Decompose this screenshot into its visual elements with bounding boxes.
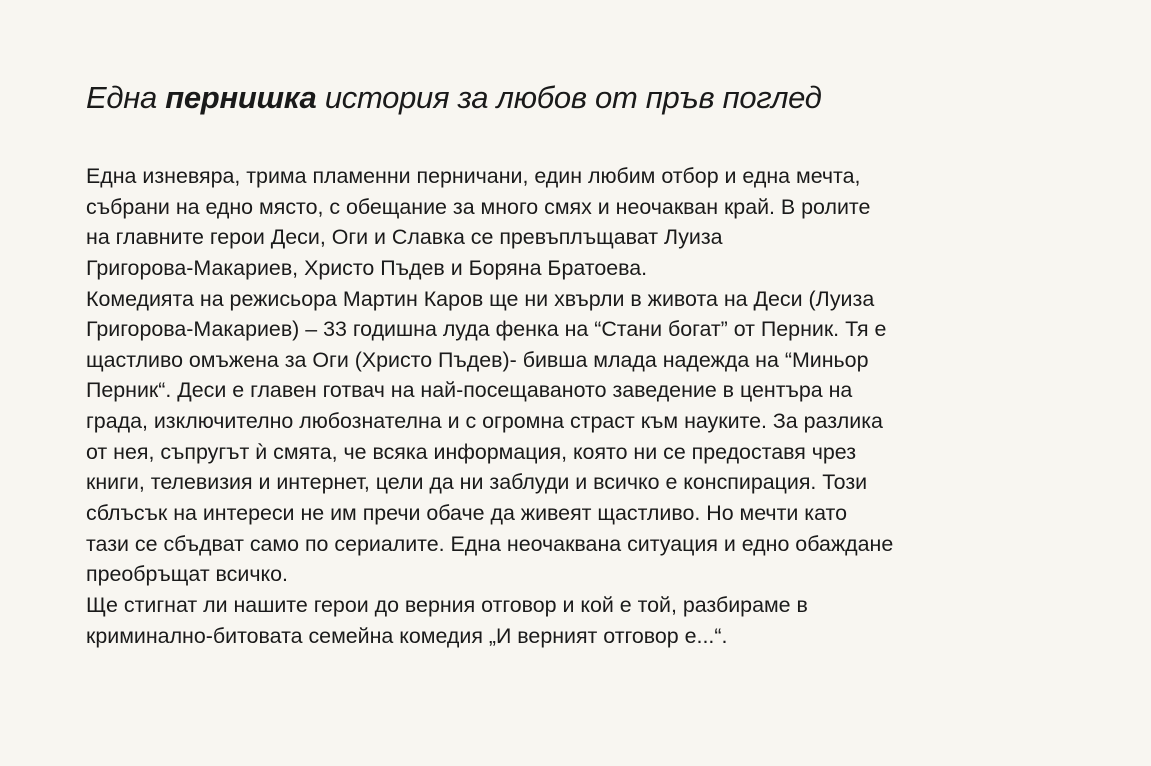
body-line: Григорова-Макариев, Христо Пъдев и Боряна Братоева. [86, 255, 648, 280]
body-line: Григорова-Макариев) – 33 годишна луда фенка на “Стани богат” от Перник. Тя е [86, 317, 887, 342]
body-line: щастливо омъжена за Оги (Христо Пъдев)- бивша млада надежда на “Миньор [86, 347, 869, 372]
body-line: Перник“. Деси е главен готвач на най-посещаваното заведение в центъра на [86, 378, 853, 403]
title-part-1: Една [86, 80, 166, 115]
body-line: от нея, съпругът ѝ смята, че всяка информация, която ни се предоставя чрез [86, 439, 857, 464]
body-line: книги, телевизия и интернет, цели да ни заблуди и всичко е конспирация. Този [86, 470, 868, 495]
document-body [86, 161, 1086, 651]
title-bold-word: пернишка [165, 80, 317, 115]
body-line: Комедията на режисьора Мартин Каров ще ни хвърли в живота на Деси (Луиза [86, 286, 875, 311]
body-line: на главните герои Деси, Оги и Славка се превъплъщават Луиза [86, 225, 723, 250]
body-line: града, изключително любознателна и с огромна страст към науките. За разлика [86, 409, 883, 434]
body-line: сблъсък на интереси не им пречи обаче да живеят щастливо. Но мечти като [86, 501, 847, 526]
document-title [86, 80, 822, 116]
body-line: Една изневяра, трима пламенни перничани, един любим отбор и една мечта, [86, 164, 861, 188]
body-line: Ще стигнат ли нашите герои до верния отговор и кой е той, разбираме в [86, 592, 808, 617]
body-line: преобръщат всичко. [86, 562, 288, 587]
body-line: тази се сбъдват само по сериалите. Една неочаквана ситуация и едно обаждане [86, 531, 894, 556]
body-line: криминално-битовата семейна комедия „И верният отговор е...“. [86, 623, 728, 648]
title-part-3: история за любов от пръв поглед [316, 80, 822, 115]
body-line: събрани на едно място, с обещание за много смях и неочакван край. В ролите [86, 194, 871, 219]
